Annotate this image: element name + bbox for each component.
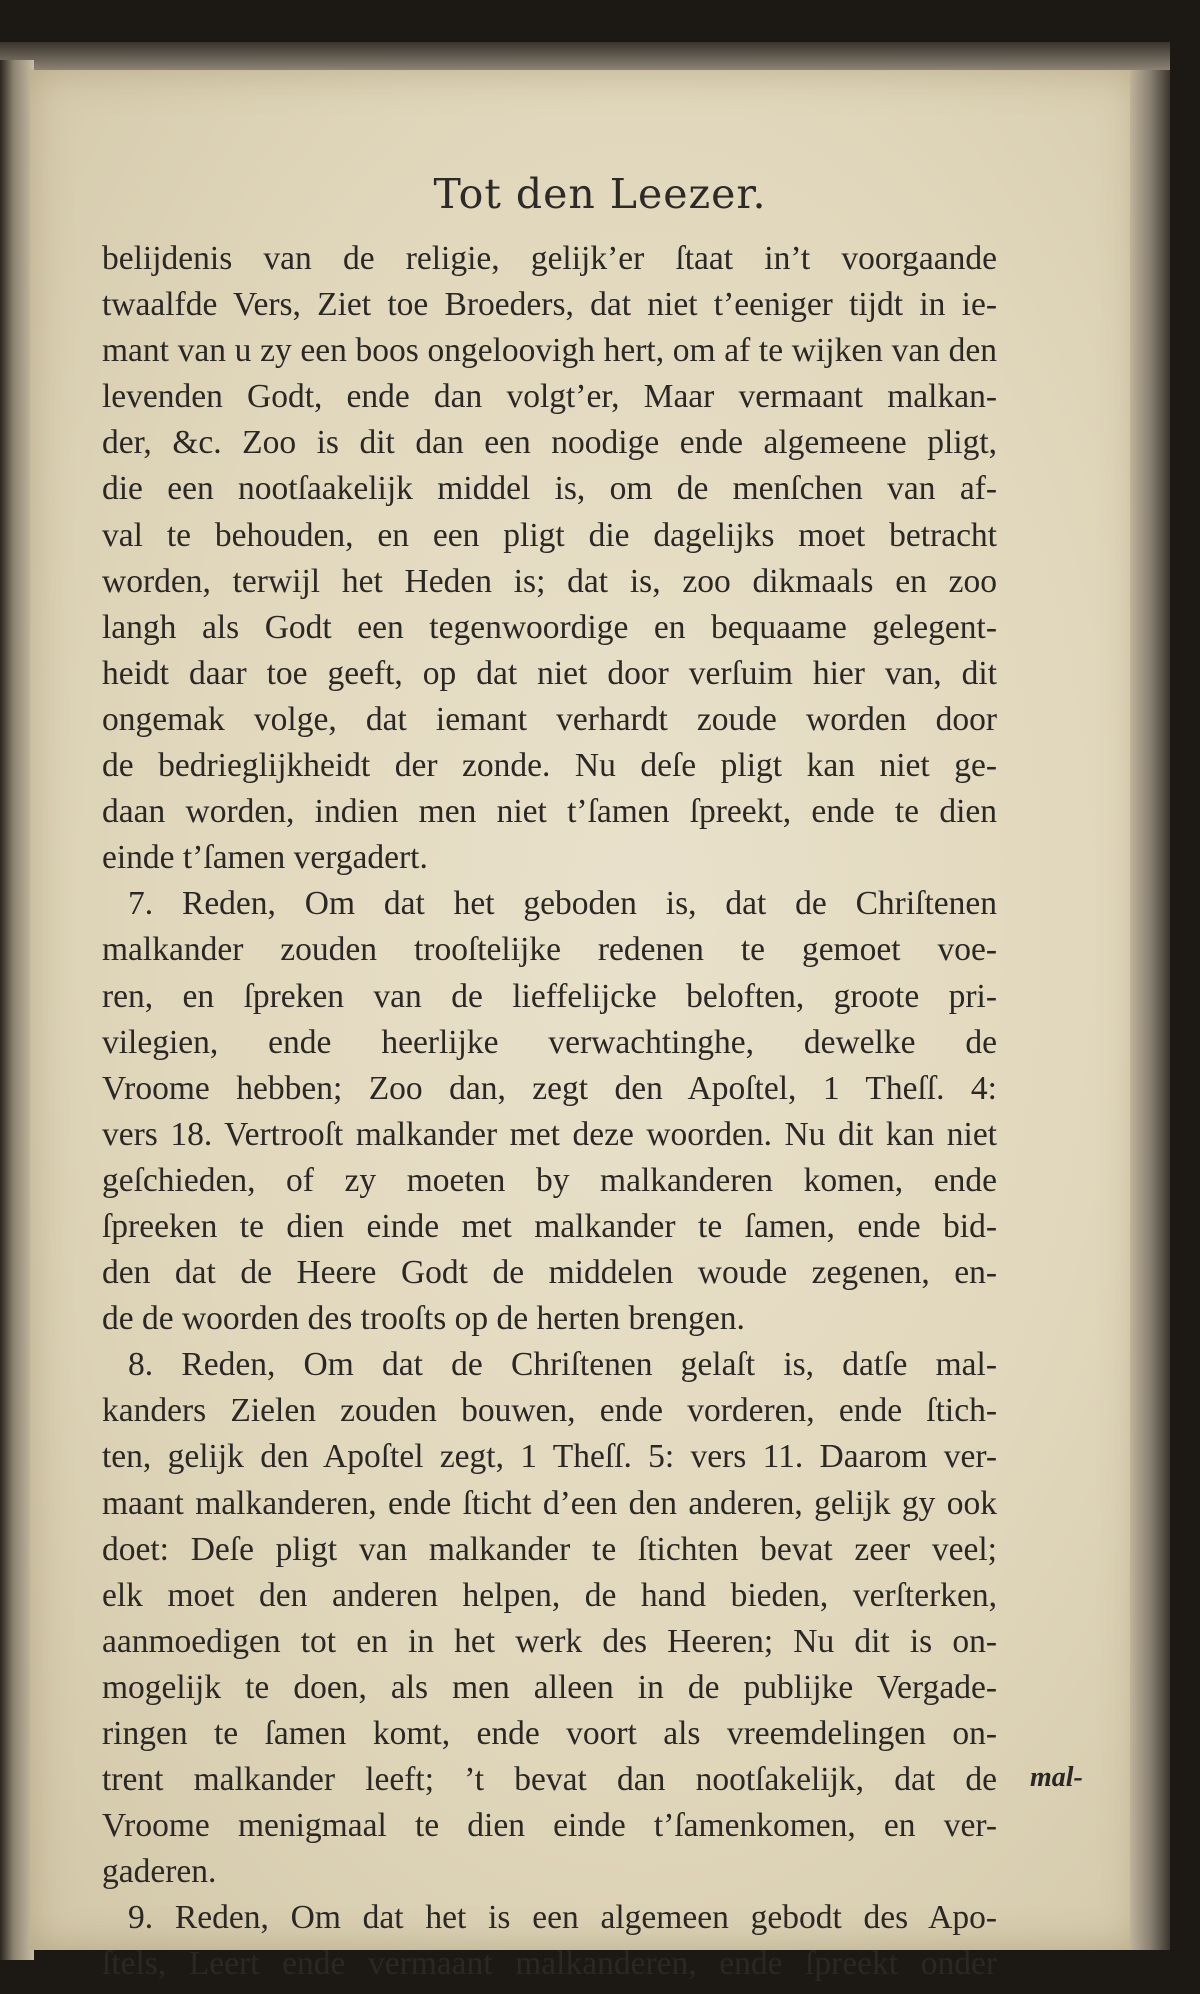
text-line: langh als Godt een tegenwoordige en bequaame gelegent- xyxy=(102,608,997,646)
page-right-edge xyxy=(1130,70,1170,1950)
text-line: vilegien, ende heerlijke verwachtinghe, dewelke de xyxy=(102,1023,997,1061)
text-line: vers 18. Vertrooſt malkander met deze woorden. Nu dit kan niet xyxy=(102,1115,997,1153)
text-line: geſchieden, of zy moeten by malkanderen komen, ende xyxy=(102,1161,997,1199)
text-line: der, &c. Zoo is dit dan een noodige ende algemeene pligt, xyxy=(102,424,997,462)
text-line: ongemak volge, dat iemant verhardt zoude worden door xyxy=(102,700,997,738)
running-title: Tot den Leezer. xyxy=(433,170,767,218)
text-line: den dat de Heere Godt de middelen woude zegenen, en- xyxy=(102,1254,997,1292)
text-line: levenden Godt, ende dan volgt’er, Maar vermaant malkan- xyxy=(102,378,997,416)
text-line: ren, en ſpreken van de lieffelijcke beloften, groote pri- xyxy=(102,977,997,1015)
text-line: mant van u zy een boos ongeloovigh hert, om af te wijken van den xyxy=(102,332,997,370)
text-line: malkander zouden trooſtelijke redenen te gemoet voe- xyxy=(102,931,997,969)
text-line: worden, terwijl het Heden is; dat is, zoo dikmaals en zoo xyxy=(102,562,997,600)
text-line: Vroome hebben; Zoo dan, zegt den Apoſtel, 1 Theſſ. 4: xyxy=(102,1069,997,1107)
text-line: mogelijk te doen, als men alleen in de publijke Vergade- xyxy=(102,1668,997,1706)
text-line: trent malkander leeft; ’t bevat dan nootſakelijk, dat de xyxy=(102,1761,997,1799)
text-line: de bedrieglijkheidt der zonde. Nu deſe pligt kan niet ge- xyxy=(102,747,997,785)
text-line: Vroome menigmaal te dien einde t’ſamenkomen, en ver- xyxy=(102,1807,997,1845)
text-line: ſpreeken te dien einde met malkander te ſamen, ende bid- xyxy=(102,1207,997,1245)
text-line: daan worden, indien men niet t’ſamen ſpreekt, ende te dien xyxy=(102,793,997,831)
text-line: die een nootſaakelijk middel is, om de menſchen van af- xyxy=(102,470,997,508)
text-line: twaalfde Vers, Ziet toe Broeders, dat niet t’eeniger tijdt in ie- xyxy=(102,286,997,324)
text-line: 8. Reden, Om dat de Chriſtenen gelaſt is, datſe mal- xyxy=(128,1346,997,1384)
text-line: heidt daar toe geeft, op dat niet door verſuim hier van, dit xyxy=(102,654,997,692)
text-line: ringen te ſamen komt, ende voort als vreemdelingen on- xyxy=(102,1715,997,1752)
page-left-edge xyxy=(0,60,34,1960)
text-line: 7. Reden, Om dat het geboden is, dat de Chriſtenen xyxy=(128,885,997,923)
text-line: aanmoedigen tot en in het werk des Heeren; Nu dit is on- xyxy=(102,1622,997,1660)
text-line: de de woorden des trooſts op de herten brengen. xyxy=(102,1300,745,1338)
text-line: kanders Zielen zouden bouwen, ende vorderen, ende ſtich- xyxy=(102,1392,997,1430)
text-line: ſtels, Leert ende vermaant malkanderen, ende ſpreekt onder xyxy=(102,1945,997,1983)
text-line: einde t’ſamen vergadert. xyxy=(102,839,428,877)
text-line: gaderen. xyxy=(102,1853,217,1891)
text-line: doet: Deſe pligt van malkander te ſtichten bevat zeer veel; xyxy=(102,1530,997,1568)
text-line: 9. Reden, Om dat het is een algemeen gebodt des Apo- xyxy=(128,1899,997,1937)
body-text xyxy=(102,236,997,1988)
catchword: mal- xyxy=(1030,1762,1083,1793)
text-line: ten, gelijk den Apoſtel zegt, 1 Theſſ. 5: vers 11. Daarom ver- xyxy=(102,1438,997,1476)
text-line: elk moet den anderen helpen, de hand bieden, verſterken, xyxy=(102,1576,997,1614)
text-line: val te behouden, en een pligt die dagelijks moet betracht xyxy=(102,516,997,554)
text-line: maant malkanderen, ende ſticht d’een den anderen, gelijk gy ook xyxy=(102,1484,997,1522)
text-line: belijdenis van de religie, gelijk’er ſtaat in’t voorgaande xyxy=(102,240,997,277)
